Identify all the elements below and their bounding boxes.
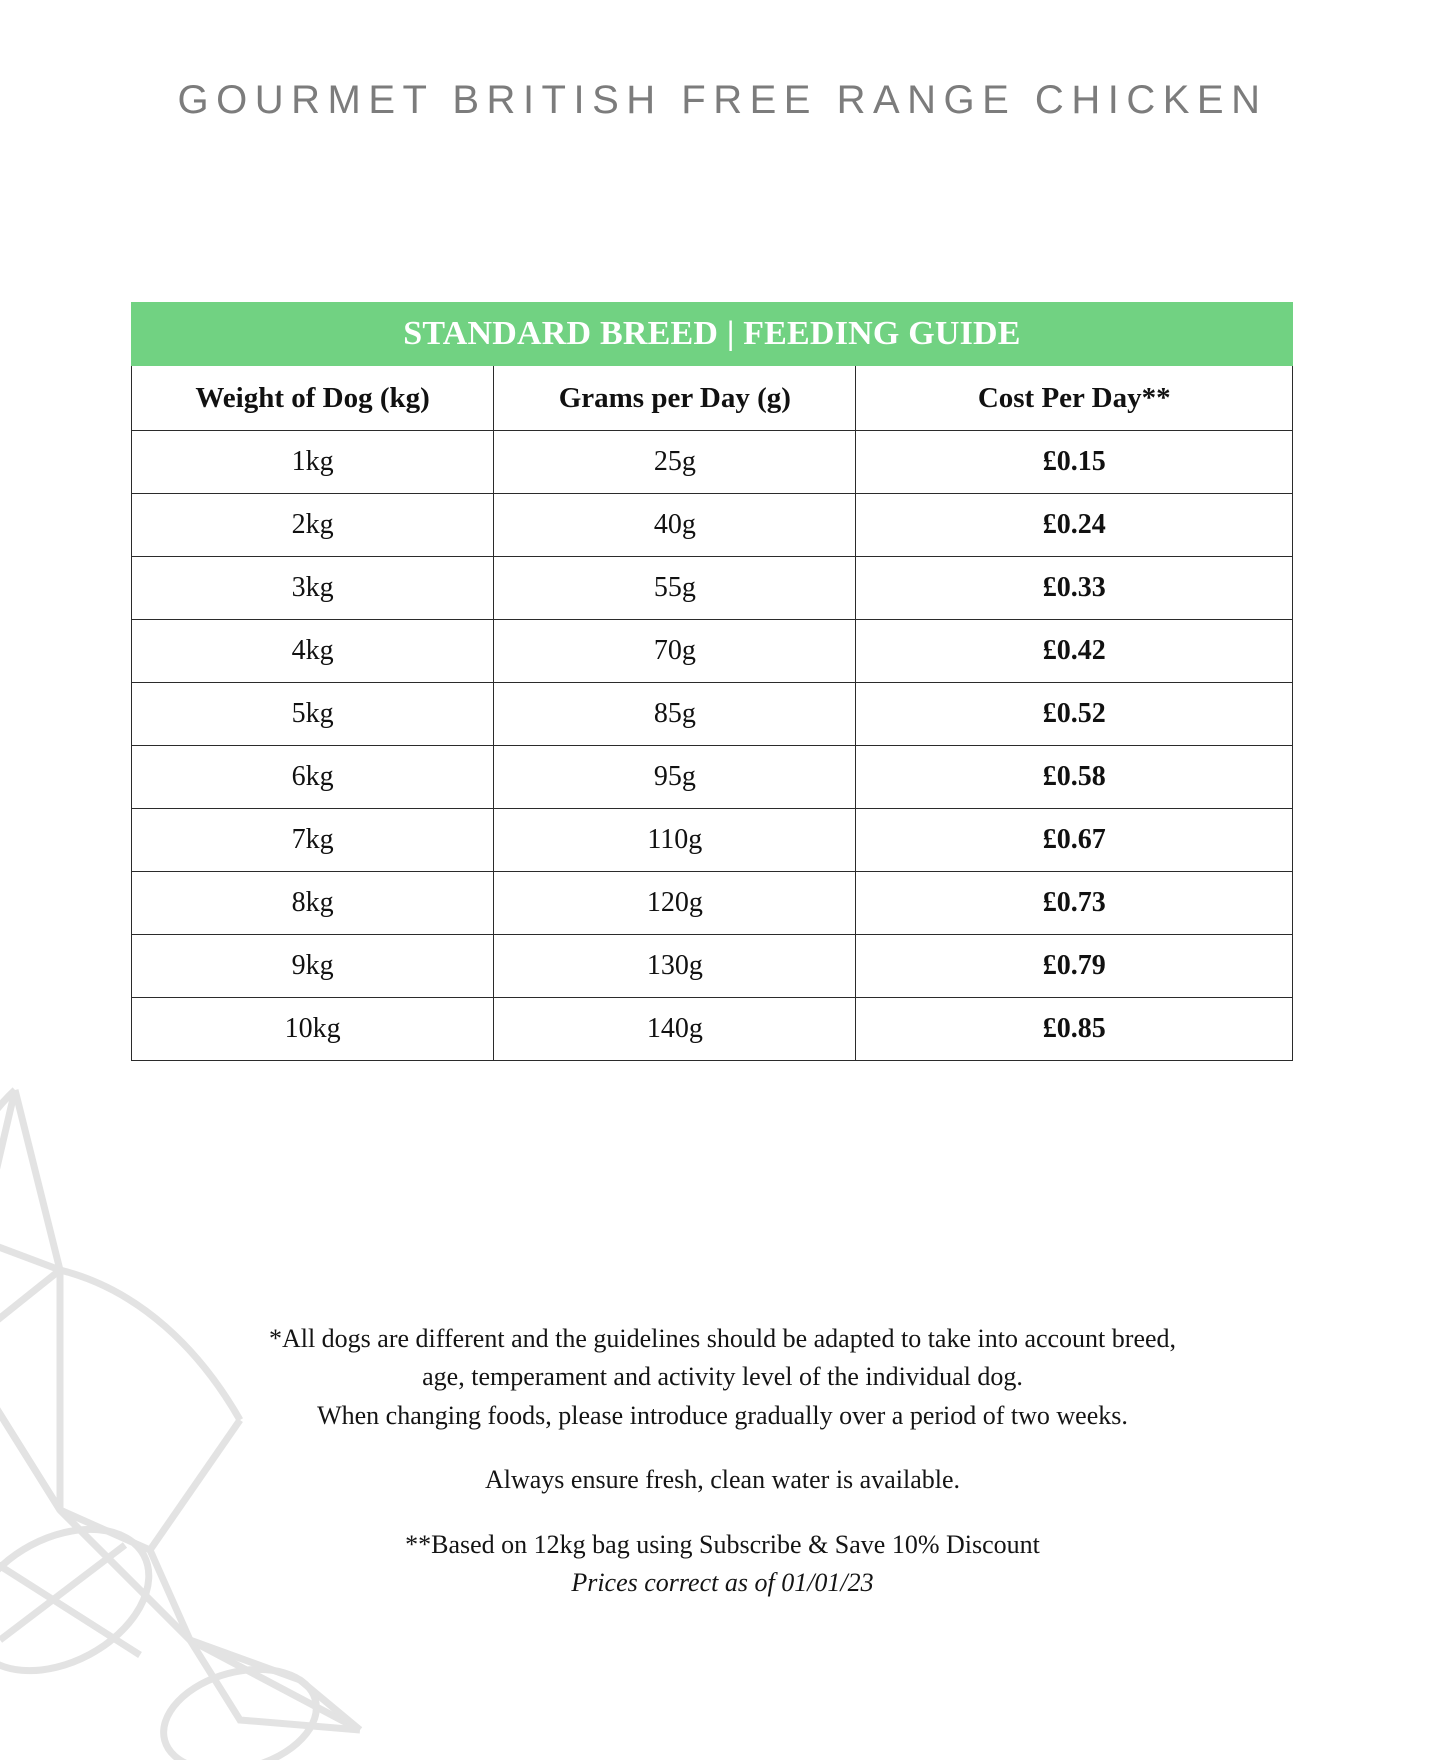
table-row bbox=[132, 809, 1293, 872]
cell-cost: £0.33 bbox=[856, 557, 1293, 620]
cell-weight: 10kg bbox=[132, 998, 494, 1061]
table-row bbox=[132, 998, 1293, 1061]
cell-cost: £0.79 bbox=[856, 935, 1293, 998]
table-header-row bbox=[132, 366, 1293, 431]
cell-cost: £0.24 bbox=[856, 494, 1293, 557]
cell-weight: 3kg bbox=[132, 557, 494, 620]
footnote-price-date: Prices correct as of 01/01/23 bbox=[571, 1568, 874, 1598]
cell-grams: 55g bbox=[494, 557, 856, 620]
cell-grams: 110g bbox=[494, 809, 856, 872]
cell-cost: £0.67 bbox=[856, 809, 1293, 872]
cell-grams: 25g bbox=[494, 431, 856, 494]
cell-cost: £0.58 bbox=[856, 746, 1293, 809]
feeding-guide-table-wrapper bbox=[131, 302, 1293, 1061]
footnote-guidelines-line1: *All dogs are different and the guidelines should be adapted to take into account breed, bbox=[268, 1324, 1177, 1353]
column-header-grams: Grams per Day (g) bbox=[494, 366, 856, 431]
cell-grams: 120g bbox=[494, 872, 856, 935]
cell-cost: £0.42 bbox=[856, 620, 1293, 683]
cell-grams: 95g bbox=[494, 746, 856, 809]
column-header-weight: Weight of Dog (kg) bbox=[132, 366, 494, 431]
cell-weight: 8kg bbox=[132, 872, 494, 935]
table-row bbox=[132, 431, 1293, 494]
cell-weight: 5kg bbox=[132, 683, 494, 746]
cell-grams: 140g bbox=[494, 998, 856, 1061]
cell-weight: 1kg bbox=[132, 431, 494, 494]
footnote-cost bbox=[60, 1526, 1385, 1603]
table-row bbox=[132, 872, 1293, 935]
footnotes bbox=[60, 1320, 1385, 1603]
table-row bbox=[132, 494, 1293, 557]
cell-grams: 40g bbox=[494, 494, 856, 557]
footnote-guidelines-line3: When changing foods, please introduce gradually over a period of two weeks. bbox=[317, 1400, 1128, 1430]
cell-cost: £0.15 bbox=[856, 431, 1293, 494]
table-row bbox=[132, 683, 1293, 746]
footnote-water bbox=[60, 1461, 1385, 1499]
cell-weight: 6kg bbox=[132, 746, 494, 809]
feeding-guide-table bbox=[131, 302, 1293, 1061]
table-row bbox=[132, 557, 1293, 620]
column-header-cost: Cost Per Day** bbox=[856, 366, 1293, 431]
cell-weight: 4kg bbox=[132, 620, 494, 683]
table-row bbox=[132, 935, 1293, 998]
footnote-guidelines-line2: age, temperament and activity level of the individual dog. bbox=[422, 1362, 1023, 1392]
cell-weight: 9kg bbox=[132, 935, 494, 998]
cell-grams: 130g bbox=[494, 935, 856, 998]
footnote-guidelines bbox=[60, 1320, 1385, 1435]
table-row bbox=[132, 746, 1293, 809]
table-banner-row bbox=[132, 303, 1293, 366]
cell-grams: 70g bbox=[494, 620, 856, 683]
cell-weight: 7kg bbox=[132, 809, 494, 872]
table-banner: STANDARD BREED | FEEDING GUIDE bbox=[132, 303, 1293, 366]
cell-cost: £0.52 bbox=[856, 683, 1293, 746]
table-row bbox=[132, 620, 1293, 683]
page-title: GOURMET BRITISH FREE RANGE CHICKEN bbox=[177, 78, 1268, 122]
cell-weight: 2kg bbox=[132, 494, 494, 557]
cell-grams: 85g bbox=[494, 683, 856, 746]
footnote-water-line: Always ensure fresh, clean water is available. bbox=[484, 1465, 961, 1495]
cell-cost: £0.73 bbox=[856, 872, 1293, 935]
footnote-cost-basis: **Based on 12kg bag using Subscribe & Save 10% Discount bbox=[405, 1529, 1040, 1559]
cell-cost: £0.85 bbox=[856, 998, 1293, 1061]
